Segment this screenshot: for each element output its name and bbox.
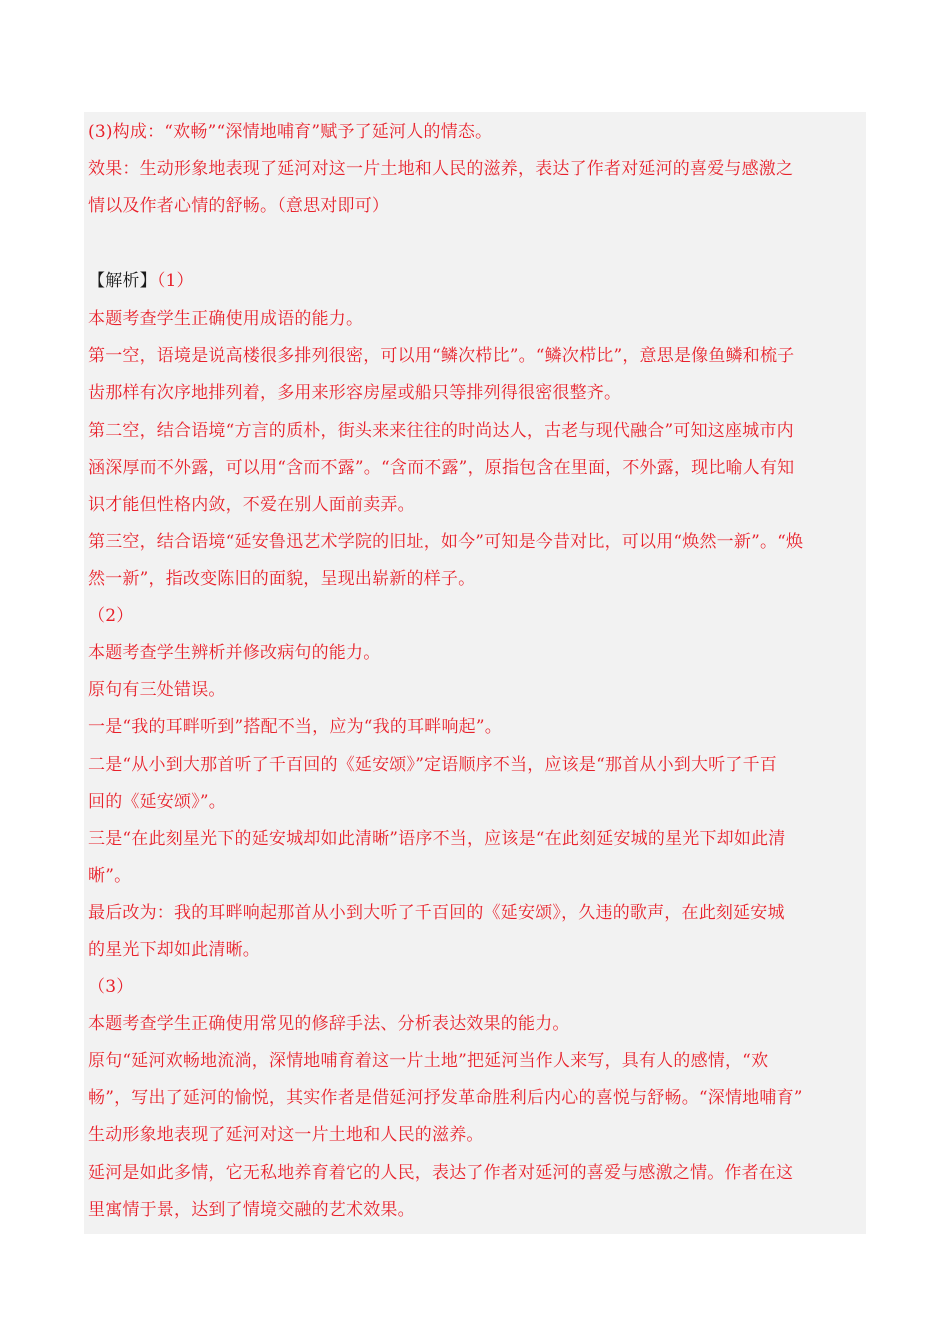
analysis-line: 第三空，结合语境“延安鲁迅艺术学院的旧址，如今”可知是今昔对比，可以用“焕然一新”。“焕 <box>88 532 804 552</box>
analysis-line: 本题考查学生辨析并修改病句的能力。 <box>88 643 381 663</box>
analysis-line: 最后改为：我的耳畔响起那首从小到大听了千百回的《延安颂》，久违的歌声，在此刻延安城 <box>88 903 785 923</box>
analysis-line: （3） <box>88 977 134 997</box>
analysis-line: 齿那样有次序地排列着，多用来形容房屋或船只等排列得很密很整齐。 <box>88 383 622 403</box>
analysis-heading-line <box>88 269 194 293</box>
analysis-line: 生动形象地表现了延河对这一片土地和人民的滋养。 <box>88 1125 484 1145</box>
analysis-line: 里寓情于景，达到了情境交融的艺术效果。 <box>88 1200 415 1220</box>
analysis-line: 的星光下却如此清晰。 <box>88 940 260 960</box>
answer-line: (3)构成：“欢畅”“深情地哺育”赋予了延河人的情态。 <box>88 122 493 142</box>
analysis-heading: 【解析】 <box>88 271 157 291</box>
analysis-line: 原句有三处错误。 <box>88 680 226 700</box>
analysis-line: 涵深厚而不外露，可以用“含而不露”。“含而不露”，原指包含在里面，不外露，现比喻人有知 <box>88 458 795 478</box>
analysis-line: 原句“延河欢畅地流淌，深情地哺育着这一片土地”把延河当作人来写，具有人的感情，“欢 <box>88 1051 769 1071</box>
analysis-line: 然一新”，指改变陈旧的面貌，呈现出崭新的样子。 <box>88 569 476 589</box>
analysis-line: 畅”，写出了延河的愉悦，其实作者是借延河抒发革命胜利后内心的喜悦与舒畅。“深情地哺育” <box>88 1088 803 1108</box>
analysis-line: 本题考查学生正确使用常见的修辞手法、分析表达效果的能力。 <box>88 1014 570 1034</box>
analysis-line: 识才能但性格内敛，不爱在别人面前卖弄。 <box>88 495 415 515</box>
analysis-line: （2） <box>88 606 134 626</box>
analysis-line: 晰”。 <box>88 866 132 886</box>
analysis-line: 第二空，结合语境“方言的质朴，街头来来往往的时尚达人，古老与现代融合”可知这座城市内 <box>88 421 794 441</box>
analysis-section-number: （1） <box>156 271 194 291</box>
analysis-line: 三是“在此刻星光下的延安城却如此清晰”语序不当，应该是“在此刻延安城的星光下却如此清 <box>88 829 786 849</box>
analysis-line: 回的《延安颂》”。 <box>88 792 226 812</box>
analysis-line: 一是“我的耳畔听到”搭配不当，应为“我的耳畔响起”。 <box>88 717 502 737</box>
analysis-line: 延河是如此多情，它无私地养育着它的人民，表达了作者对延河的喜爱与感激之情。作者在这 <box>88 1163 794 1183</box>
answer-line: 效果：生动形象地表现了延河对这一片土地和人民的滋养，表达了作者对延河的喜爱与感激之 <box>88 159 794 179</box>
analysis-line: 二是“从小到大那首听了千百回的《延安颂》”定语顺序不当，应该是“那首从小到大听了千百 <box>88 755 777 775</box>
analysis-line: 第一空，语境是说高楼很多排列很密，可以用“鳞次栉比”。“鳞次栉比”，意思是像鱼鳞和梳子 <box>88 346 795 366</box>
analysis-line: 本题考查学生正确使用成语的能力。 <box>88 309 364 329</box>
answer-line: 情以及作者心情的舒畅。（意思对即可） <box>88 196 390 216</box>
